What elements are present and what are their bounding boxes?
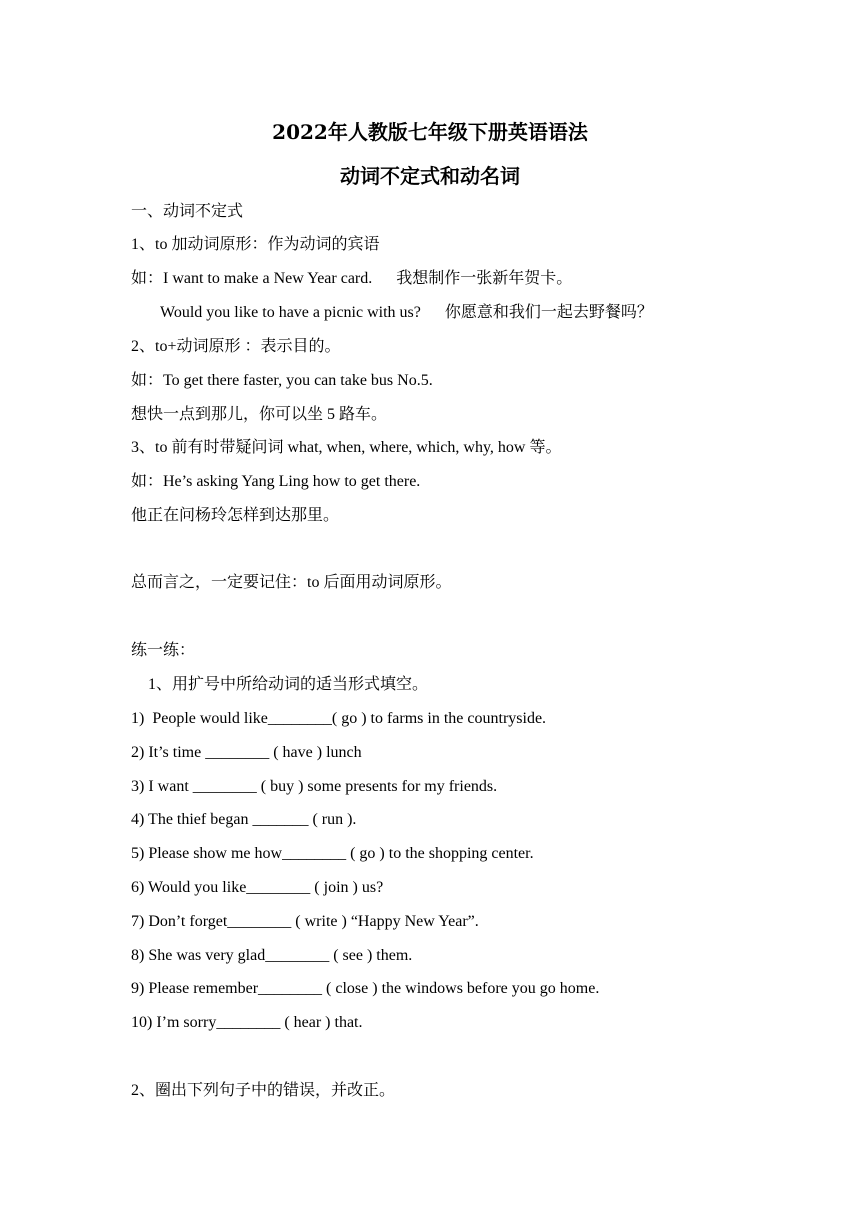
summary-line: 总而言之，一定要记住：to 后面用动词原形。	[131, 574, 452, 591]
translation-line: 他正在问杨玲怎样到达那里。	[131, 507, 340, 524]
exercise-item: 1) People would like________( go ) to farms in the countryside.	[131, 710, 547, 727]
example-line: Would you like to have a picnic with us? 你愿意和我们一起去野餐吗？	[160, 304, 653, 321]
example-line: 如：I want to make a New Year card. 我想制作一张新年贺卡。	[131, 270, 573, 287]
exercise-item: 8) She was very glad________ ( see ) them.	[131, 947, 413, 964]
exercise-item: 4) The thief began _______ ( run ).	[131, 811, 357, 828]
exercise-item: 2) It’s time ________ ( have ) lunch	[131, 744, 362, 761]
document-subtitle: 动词不定式和动名词	[340, 164, 520, 188]
example-line: 如：He’s asking Yang Ling how to get there.	[131, 473, 421, 490]
rule-item: 3、to 前有时带疑问词 what, when, where, which, why, how 等。	[131, 439, 562, 456]
exercise-instruction: 1、用扩号中所给动词的适当形式填空。	[148, 676, 429, 693]
exercise-item: 3) I want ________ ( buy ) some presents for my friends.	[131, 778, 498, 795]
exercise-item: 9) Please remember________ ( close ) the windows before you go home.	[131, 980, 600, 997]
example-line: 如：To get there faster, you can take bus No.5.	[131, 372, 433, 389]
document-title: 2022年人教版七年级下册英语语法	[272, 120, 588, 144]
exercise-item: 7) Don’t forget________ ( write ) “Happy New Year”.	[131, 913, 479, 930]
rule-item: 1、to 加动词原形：作为动词的宾语	[131, 236, 380, 253]
rule-item: 2、to+动词原形 ：表示目的。	[131, 338, 341, 355]
section-heading: 一、动词不定式	[131, 203, 244, 220]
exercise-item: 5) Please show me how________ ( go ) to the shopping center.	[131, 845, 534, 862]
exercise-item: 6) Would you like________ ( join ) us?	[131, 879, 384, 896]
practice-heading: 练一练：	[131, 642, 196, 659]
translation-line: 想快一点到那儿，你可以坐 5 路车。	[131, 406, 388, 423]
exercise-item: 10) I’m sorry________ ( hear ) that.	[131, 1014, 363, 1031]
exercise-instruction: 2、圈出下列句子中的错误，并改正。	[131, 1082, 396, 1099]
